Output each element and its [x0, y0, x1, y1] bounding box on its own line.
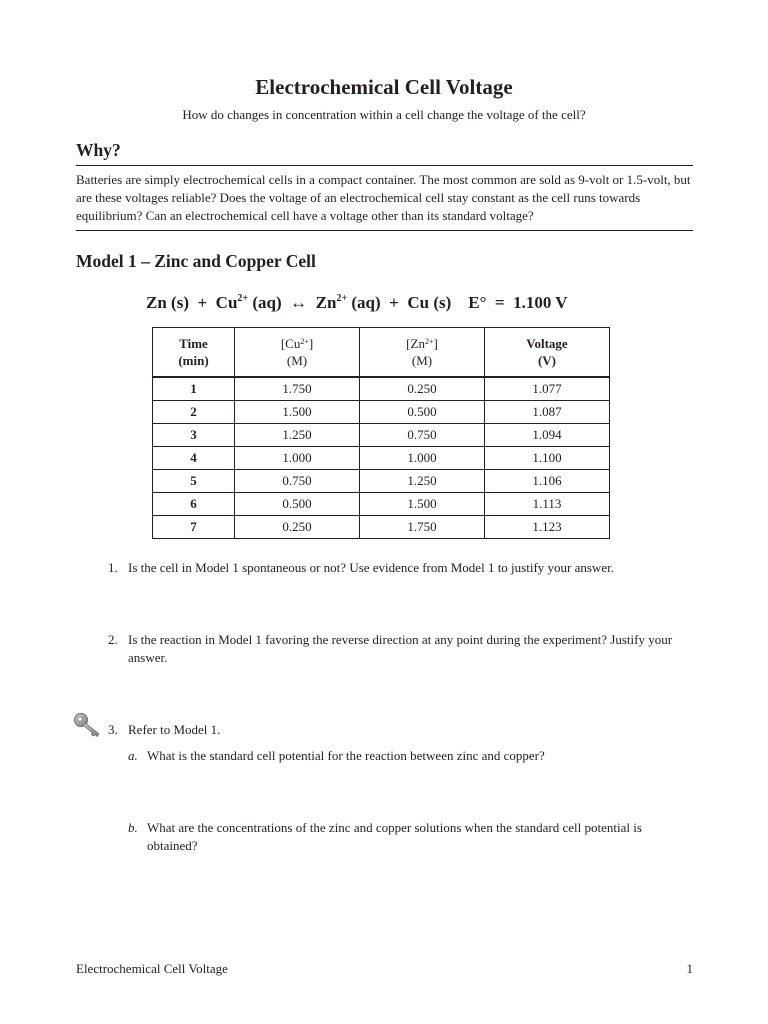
question-2: [108, 631, 693, 667]
question-text: Is the reaction in Model 1 favoring the reverse direction at any point during the experiment? Justify your answer.: [128, 632, 673, 665]
model-heading: Model 1 – Zinc and Copper Cell: [76, 251, 316, 271]
header-time: Time (min): [153, 328, 235, 378]
cell-zn: 1.500: [360, 493, 485, 516]
footer-title: Electrochemical Cell Voltage: [76, 961, 228, 976]
cell-time: 6: [153, 493, 235, 516]
table-row: [153, 516, 610, 539]
subquestion-letter: a.: [128, 748, 138, 763]
page-subtitle: How do changes in concentration within a cell change the voltage of the cell?: [182, 107, 586, 122]
question-1: [108, 559, 693, 577]
cell-time: 3: [153, 424, 235, 447]
cell-voltage: 1.094: [485, 424, 610, 447]
why-heading: Why?: [76, 140, 121, 160]
cell-voltage: 1.077: [485, 377, 610, 401]
cell-cu: 0.750: [235, 470, 360, 493]
eq-cu-ion: $Cu^{2+}$ (aq): [215, 293, 282, 312]
model-data-table: [152, 327, 610, 539]
table-row: [153, 401, 610, 424]
cell-cu: 1.250: [235, 424, 360, 447]
cell-time: 1: [153, 377, 235, 401]
cell-zn: 1.750: [360, 516, 485, 539]
page-number: 1: [686, 961, 693, 976]
why-bottom-rule: [76, 230, 693, 231]
cell-zn: 1.000: [360, 447, 485, 470]
key-icon: [73, 712, 103, 738]
subquestion-text: What is the standard cell potential for the reaction between zinc and copper?: [147, 748, 545, 763]
cell-cu: 0.500: [235, 493, 360, 516]
cell-time: 7: [153, 516, 235, 539]
eq-equals: =: [494, 293, 505, 312]
question-number: 2.: [108, 632, 118, 647]
eq-plus: +: [197, 293, 208, 312]
question-3b: [128, 819, 693, 855]
subquestion-text: What are the concentrations of the zinc and copper solutions when the standard cell potential is obtained?: [147, 820, 642, 853]
cell-voltage: 1.113: [485, 493, 610, 516]
eq-arrow: ↔: [290, 293, 308, 312]
cell-zn: 0.750: [360, 424, 485, 447]
why-top-rule: [76, 165, 693, 166]
eq-cu-solid: Cu (s): [407, 293, 452, 312]
table-row: [153, 470, 610, 493]
cell-voltage: 1.106: [485, 470, 610, 493]
cell-cu: 1.500: [235, 401, 360, 424]
eq-standard-potential-value: 1.100 V: [513, 293, 568, 312]
question-3a: [128, 747, 693, 765]
cell-zn: 1.250: [360, 470, 485, 493]
why-paragraph: Batteries are simply electrochemical cells in a compact container. The most common are sold as 9-volt or 1.5-volt, but are these voltages reliable? Does the voltage of an electrochemical cell stay constant as the cell runs towards equilibrium? Can an electrochemical cell have a voltage other than its standard voltage?: [76, 172, 691, 223]
table-header-row: [153, 328, 610, 378]
cell-cu: 1.000: [235, 447, 360, 470]
table-row: [153, 493, 610, 516]
eq-plus-2: +: [389, 293, 399, 312]
table-row: [153, 447, 610, 470]
cell-zn: 0.250: [360, 377, 485, 401]
cell-voltage: 1.100: [485, 447, 610, 470]
question-3: [108, 721, 693, 739]
cell-time: 5: [153, 470, 235, 493]
eq-zn-ion: $Zn^{2+}$ (aq): [315, 293, 381, 312]
cell-zn: 0.500: [360, 401, 485, 424]
question-text: Refer to Model 1.: [128, 722, 221, 737]
table-row: [153, 377, 610, 401]
cell-time: 2: [153, 401, 235, 424]
header-voltage: Voltage (V): [485, 328, 610, 378]
cell-voltage: 1.123: [485, 516, 610, 539]
question-number: 1.: [108, 560, 118, 575]
subquestion-letter: b.: [128, 820, 138, 835]
eq-standard-potential-label: E°: [468, 293, 487, 312]
header-zn-concentration: $[Zn^{2+}]$ (M): [360, 328, 485, 378]
header-cu-concentration: $[Cu^{2+}]$ (M): [235, 328, 360, 378]
page-title: Electrochemical Cell Voltage: [255, 75, 513, 99]
cell-cu: 1.750: [235, 377, 360, 401]
question-text: Is the cell in Model 1 spontaneous or not? Use evidence from Model 1 to justify your answer.: [128, 560, 614, 575]
question-number: 3.: [108, 722, 118, 737]
cell-voltage: 1.087: [485, 401, 610, 424]
table-row: [153, 424, 610, 447]
cell-time: 4: [153, 447, 235, 470]
eq-zn-solid: Zn (s): [146, 293, 189, 312]
reaction-equation: [146, 291, 568, 315]
cell-cu: 0.250: [235, 516, 360, 539]
